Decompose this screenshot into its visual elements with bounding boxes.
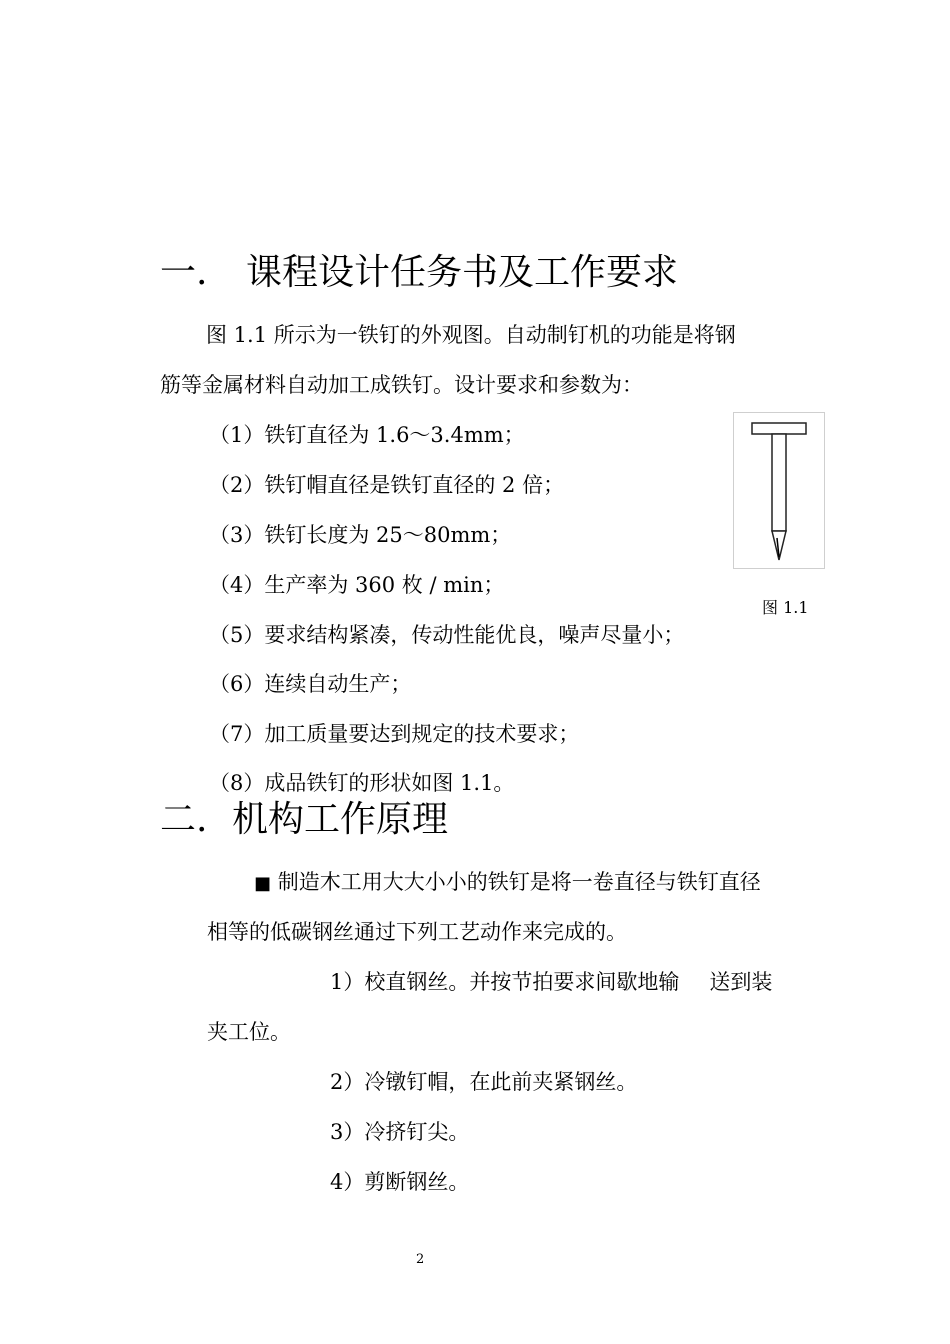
requirement-item: （8）成品铁钉的形状如图 1.1。 xyxy=(209,771,515,795)
section-1-heading xyxy=(160,253,678,293)
requirement-item: （5）要求结构紧凑，传动性能优良，噪声尽量小； xyxy=(209,623,685,647)
step-1-text-a: 1）校直钢丝。并按节拍要求间歇地输 xyxy=(330,970,680,994)
requirement-item: （7）加工质量要达到规定的技术要求； xyxy=(209,722,580,746)
intro-line-2: 筋等金属材料自动加工成铁钉。设计要求和参数为： xyxy=(160,373,643,397)
step-1-line-1 xyxy=(330,969,772,995)
section-2-para-line-2: 相等的低碳钢丝通过下列工艺动作来完成的。 xyxy=(207,920,627,944)
requirement-item: （1）铁钉直径为 1.6～3.4mm； xyxy=(209,423,525,447)
step-3: 3）冷挤钉尖。 xyxy=(330,1120,470,1144)
section-1-title: 课程设计任务书及工作要求 xyxy=(246,252,679,293)
step-4: 4）剪断钢丝。 xyxy=(330,1170,470,1194)
step-1-line-2: 夹工位。 xyxy=(207,1020,291,1044)
requirement-item: （6）连续自动生产； xyxy=(209,672,412,696)
section-1-number: 一. xyxy=(160,252,208,293)
section-2-title: 机构工作原理 xyxy=(232,799,449,840)
section-2-heading xyxy=(160,800,448,840)
page-number: 2 xyxy=(416,1252,425,1267)
requirement-item: （3）铁钉长度为 25～80mm； xyxy=(209,523,512,547)
intro-line-1: 图 1.1 所示为一铁钉的外观图。自动制钉机的功能是将钢 xyxy=(206,323,736,347)
step-1-text-b: 送到装 xyxy=(709,970,773,994)
square-bullet-icon: ■ xyxy=(254,873,272,894)
section-2-para-line-1 xyxy=(254,869,761,897)
requirement-item: （2）铁钉帽直径是铁钉直径的 2 倍； xyxy=(209,473,565,497)
section-2-number: 二. xyxy=(160,799,208,840)
para-line-1-text: 制造木工用大大小小的铁钉是将一卷直径与铁钉直径 xyxy=(277,870,761,894)
nail-figure xyxy=(733,412,825,569)
figure-caption: 图 1.1 xyxy=(762,598,809,617)
requirement-item: （4）生产率为 360 枚 / min； xyxy=(209,573,505,597)
step-2: 2）冷镦钉帽，在此前夹紧钢丝。 xyxy=(330,1070,638,1094)
nail-icon xyxy=(734,413,824,568)
